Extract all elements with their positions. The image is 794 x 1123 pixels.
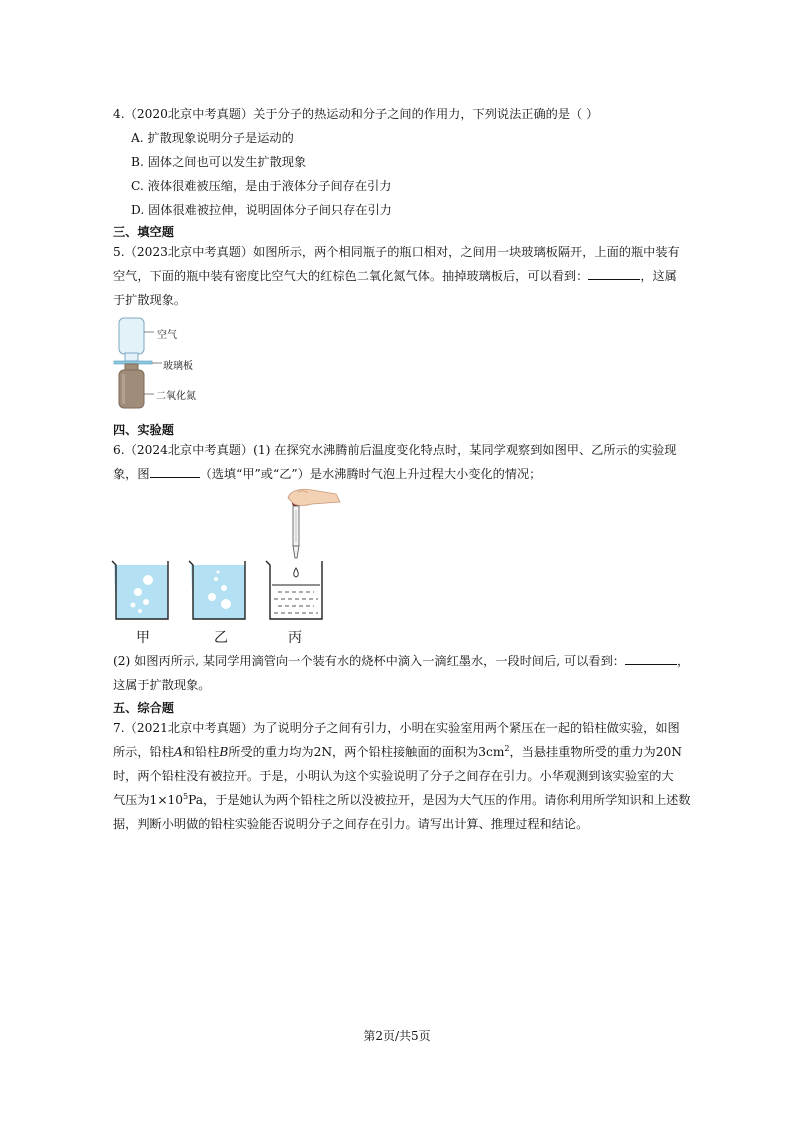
label-air: 空气 <box>157 330 177 341</box>
q6-answer-blank-1[interactable] <box>150 466 200 478</box>
beakers-figure <box>108 484 348 626</box>
q7-line2-c: 所受的重力均为2N，两个铅柱接触面的面积为3cm <box>228 745 505 759</box>
q4-stem: 4.（2020北京中考真题）关于分子的热运动和分子之间的作用力，下列说法正确的是（ ） <box>113 107 599 121</box>
q6-line2-tail: （选填“甲”或“乙”）是水沸腾时气泡上升过程大小变化的情况； <box>199 467 542 481</box>
q5-line2-tail: ，这属 <box>640 269 677 283</box>
q7-line4 <box>113 792 691 808</box>
q5-line2-text: 空气，下面的瓶中装有密度比空气大的红棕色二氧化氮气体。抽掉玻璃板后，可以看到： <box>113 269 589 283</box>
q7-line2 <box>113 744 682 760</box>
q6-line2 <box>113 466 541 482</box>
q7-line1: 7.（2021北京中考真题）为了说明分子之间有引力，小明在实验室用两个紧压在一起的铅柱做实验，如图 <box>113 721 680 735</box>
q6-part2-text: (2) 如图丙所示, 某同学用滴管向一个装有水的烧杯中滴入一滴红墨水，一段时间后, 可以看到： <box>113 654 625 668</box>
q4-option-d: D. 固体很难被拉伸，说明固体分子间只存在引力 <box>131 203 392 217</box>
q7-line2-a: 所示，铅柱 <box>113 745 174 759</box>
q6-part2-line2: 这属于扩散现象。 <box>113 678 211 692</box>
q5-line2 <box>113 268 677 284</box>
q5-line1: 5.（2023北京中考真题）如图所示，两个相同瓶子的瓶口相对，之间用一块玻璃板隔开，上面的瓶中装有 <box>113 245 680 259</box>
beaker-jia <box>112 561 168 619</box>
q6-line1: 6.（2024北京中考真题）(1) 在探究水沸腾前后温度变化特点时，某同学观察到如图甲、乙所示的实验现 <box>113 443 677 457</box>
beaker-bing <box>266 489 340 619</box>
q6-line2-text: 象，图 <box>113 467 150 481</box>
q5-line3: 于扩散现象。 <box>113 293 187 307</box>
q6-part2-comma: ， <box>676 654 690 668</box>
q7-line2-b: 和铅柱 <box>182 745 220 759</box>
beaker-yi <box>189 561 245 619</box>
label-no2: 二氧化氮 <box>156 391 196 402</box>
q6-answer-blank-2[interactable] <box>625 653 677 665</box>
label-glass-plate: 玻璃板 <box>163 361 193 372</box>
q4-option-b: B. 固体之间也可以发生扩散现象 <box>131 155 307 169</box>
q7-line5: 据，判断小明做的铅柱实验能否说明分子之间存在引力。请写出计算、推理过程和结论。 <box>113 817 589 831</box>
q4-option-c: C. 液体很难被压缩，是由于液体分子间存在引力 <box>131 179 392 193</box>
q7-line4-b: Pa，于是她认为两个铅柱之所以没被拉开，是因为大气压的作用。请你利用所学知识和上述数 <box>188 793 691 807</box>
sup-5: 5 <box>183 791 189 801</box>
caption-yi: 乙 <box>214 630 228 646</box>
section-heading-comprehensive: 五、综合题 <box>113 701 174 715</box>
caption-bing: 丙 <box>288 630 302 646</box>
q4-option-a: A. 扩散现象说明分子是运动的 <box>131 131 294 145</box>
q7-line3: 时，两个铅柱没有被拉开。于是，小明认为这个实验说明了分子之间存在引力。小华观测到该实验室的大 <box>113 769 674 783</box>
sup-2: 2 <box>504 743 510 753</box>
q5-answer-blank[interactable] <box>588 268 640 280</box>
var-a: A <box>173 745 183 759</box>
q7-line2-d: ，当悬挂重物所受的重力为20N <box>509 745 682 759</box>
section-heading-experiment: 四、实验题 <box>113 423 174 437</box>
q6-part2-line1 <box>113 653 689 669</box>
section-heading-fill: 三、填空题 <box>113 225 174 239</box>
var-b: B <box>219 745 229 759</box>
caption-jia: 甲 <box>136 630 150 646</box>
q7-line4-a: 气压为1×10 <box>113 793 184 807</box>
page-footer: 第2页/共5页 <box>363 1029 431 1043</box>
